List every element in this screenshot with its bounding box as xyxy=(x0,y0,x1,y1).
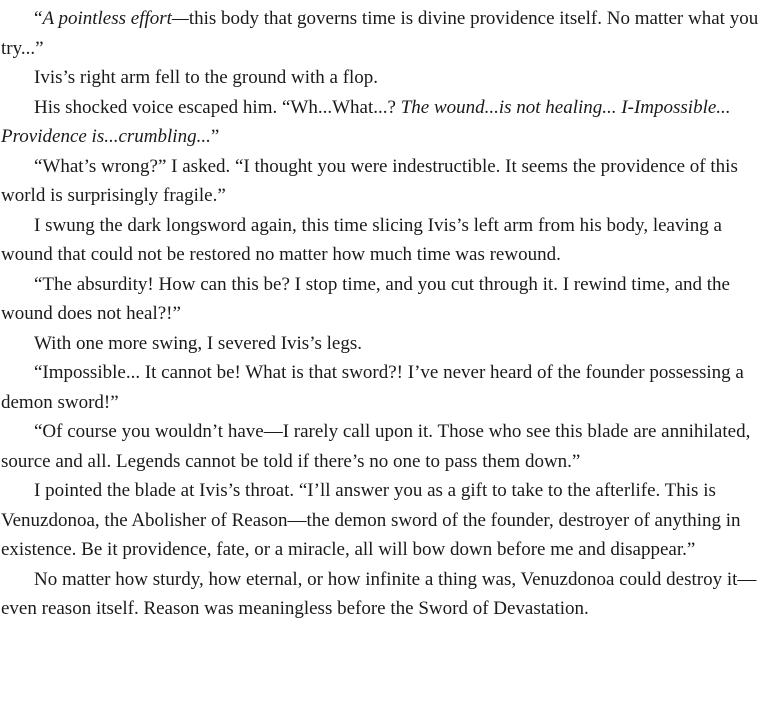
paragraph-2 xyxy=(1,63,760,93)
p3-seg-0: His shocked voice escaped him. “Wh...What...? xyxy=(34,96,401,118)
p4-seg-0: “What’s wrong?” I asked. “I thought you were indestructible. It seems the providence of this world is surprisingly fragile.” xyxy=(1,155,738,206)
paragraph-3 xyxy=(1,93,760,152)
p3-seg-2: ” xyxy=(210,126,220,147)
p10-seg-0: I pointed the blade at Ivis’s throat. “I’ll answer you as a gift to take to the afterlife. This is Venuzdonoa, the Abolisher of Reason—the demon sword of the founder, destroyer of anything in existence. Be it providence, fate, or a miracle, all will bow down before me and disappear.” xyxy=(1,480,741,560)
p7-seg-0: With one more swing, I severed Ivis’s legs. xyxy=(34,332,362,354)
p2-seg-0: Ivis’s right arm fell to the ground with a flop. xyxy=(34,67,379,88)
p9-seg-0: “Of course you wouldn’t have—I rarely call upon it. Those who see this blade are annihilated, source and all. Legends cannot be told if there’s no one to pass them down.” xyxy=(1,421,751,472)
paragraph-9 xyxy=(1,417,760,476)
p1-seg-2: this body that governs time is divine providence itself. No matter what you try...” xyxy=(1,8,759,59)
paragraph-10 xyxy=(1,476,760,565)
p1-seg-0: “ xyxy=(34,8,43,29)
paragraph-7 xyxy=(1,329,760,359)
p8-seg-0: “Impossible... It cannot be! What is that sword?! I’ve never heard of the founder possessing a demon sword!” xyxy=(1,362,744,413)
paragraph-8 xyxy=(1,358,760,417)
p1-seg-1: A pointless effort— xyxy=(42,8,189,29)
paragraph-6 xyxy=(1,270,760,329)
p11-seg-0: No matter how sturdy, how eternal, or how infinite a thing was, Venuzdonoa could destroy it—even reason itself. Reason was meaningless before the Sword of Devastation. xyxy=(1,568,757,619)
p5-seg-0: I swung the dark longsword again, this time slicing Ivis’s left arm from his body, leaving a wound that could not be restored no matter how much time was rewound. xyxy=(1,214,722,265)
paragraph-1 xyxy=(1,4,760,63)
paragraph-11 xyxy=(1,565,760,624)
paragraph-5 xyxy=(1,211,760,270)
paragraph-4 xyxy=(1,152,760,211)
p3-seg-1: The wound...is not healing... I-Impossible... Providence is...crumbling... xyxy=(1,96,731,147)
p6-seg-0: “The absurdity! How can this be? I stop time, and you cut through it. I rewind time, and the wound does not heal?!” xyxy=(1,273,730,324)
